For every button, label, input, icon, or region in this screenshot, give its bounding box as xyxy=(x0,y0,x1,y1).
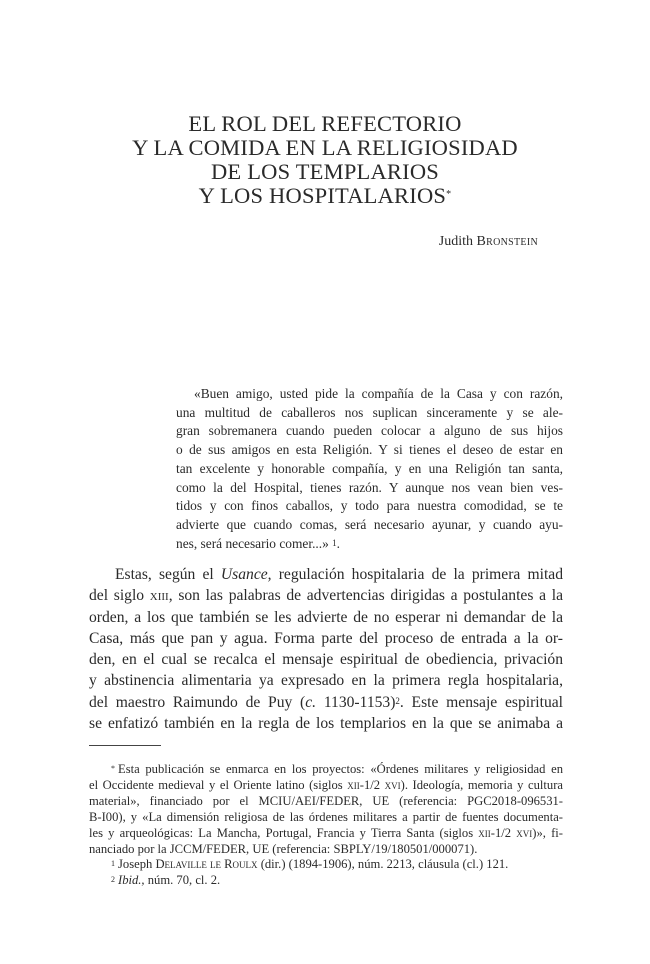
quote-end-punct: . xyxy=(336,535,341,551)
body-line: orden, a los que también se les advierte de no esperar ni demandar de la xyxy=(89,608,563,626)
body-text: Estas, según el xyxy=(115,566,221,583)
body-text: 1130-1153) xyxy=(316,693,396,711)
footnote-1 xyxy=(89,857,563,873)
quote-footnote-ref: 1 xyxy=(332,537,337,548)
footnote-star-line: nanciado por la JCCM/FEDER, UE (referencia: SBPLY/19/180501/000071). xyxy=(89,841,478,856)
footnote-text: )», fi- xyxy=(532,825,563,840)
body-paragraph xyxy=(89,564,563,734)
title-footnote-mark: * xyxy=(446,189,452,200)
century-numeral: xiii xyxy=(149,587,169,605)
circa-abbrev: c. xyxy=(305,693,317,711)
body-line: Casa, más que pan y agua. Forma parte del proceso de entrada a la or- xyxy=(89,629,563,647)
quote-line: «Buen amigo, usted pide la compañía de la Casa y con razón, xyxy=(194,386,563,401)
footnote-text: ). Ideología, memoria y cultura xyxy=(400,777,563,792)
century-numeral: xii-1/2 xvi xyxy=(347,777,401,792)
body-text: , son las palabras de advertencias dirigidas a postulantes a la xyxy=(168,587,563,605)
quote-line: tidos y con finos caballos, y todo para nuestra comodidad, se te xyxy=(176,498,563,514)
body-line: y abstinencia alimentaria ya expresado en la primera regla hospitalaria, xyxy=(89,672,563,690)
footnote-1-mark: 1 xyxy=(111,859,115,869)
body-footnote-ref: 2 xyxy=(395,695,400,706)
footnote-text: núm. 70, cl. 2. xyxy=(144,873,221,888)
body-text: del maestro Raimundo de Puy ( xyxy=(89,693,306,711)
title-line-1: EL ROL DEL REFECTORIO xyxy=(188,111,462,136)
quote-line: tan excelente y honorable compañía, y en una Religión tan santa, xyxy=(176,460,563,476)
footnote-star-line xyxy=(89,778,563,794)
title-line-4-text: Y LOS HOSPITALARIOS xyxy=(198,183,447,208)
cited-author: Delaville le Roulx xyxy=(155,857,258,872)
quote-line: advierte que cuando comas, será necesario ayunar, y cuando ayu- xyxy=(176,516,563,532)
footnote-star-line: material», financiado por el MCIU/AEI/FEDER, UE (referencia: PGC2018-096531- xyxy=(89,793,563,808)
footnote-separator xyxy=(89,745,161,746)
article-title xyxy=(60,112,590,208)
ibid-abbrev: Ibid., xyxy=(118,873,145,888)
footnote-text: Joseph xyxy=(118,857,156,872)
century-numeral: xii-1/2 xvi xyxy=(478,825,533,840)
body-text: . Este mensaje espiritual xyxy=(399,693,563,711)
title-line-4 xyxy=(60,184,590,208)
quote-line-last xyxy=(176,535,563,554)
footnote-star-line xyxy=(89,826,563,842)
body-text: del siglo xyxy=(89,587,150,605)
footnote-star-line: B-I00), y «La dimensión religiosa de las órdenes militares a partir de fuentes documenta- xyxy=(89,809,563,824)
body-line xyxy=(89,585,563,606)
usance-title: Usance, xyxy=(220,566,272,583)
author-name xyxy=(439,234,538,250)
body-line xyxy=(89,692,563,713)
epigraph-quote xyxy=(176,385,563,553)
title-line-3: DE LOS TEMPLARIOS xyxy=(210,159,439,184)
body-line: se enfatizó también en la regla de los templarios en la que se animaba a xyxy=(89,715,563,733)
footnote-text: les y arqueológicas: La Mancha, Portugal, Francia y Tierra Santa (siglos xyxy=(89,825,479,840)
footnote-2-mark: 2 xyxy=(111,875,115,885)
quote-line: como la del Hospital, tienes razón. Y aunque nos vean bien ves- xyxy=(176,479,563,495)
author-first-name: Judith xyxy=(438,234,474,249)
quote-line-text: nes, será necesario comer...» xyxy=(176,535,333,551)
quote-line: gran sobremanera cuando pueden colocar a alguno de sus hijos xyxy=(176,423,563,439)
quote-line: o de sus amigos en esta Religión. Y si tienes el deseo de estar en xyxy=(176,442,563,458)
footnote-2 xyxy=(89,873,563,889)
footnotes xyxy=(89,762,563,889)
body-text: regulación hospitalaria de la primera mitad xyxy=(271,566,563,583)
quote-line: una multitud de caballeros nos suplican sinceramente y se ale- xyxy=(176,404,563,420)
footnote-star-line xyxy=(89,762,563,778)
author-last-name: Bronstein xyxy=(476,234,538,249)
footnote-text: el Occidente medieval y el Oriente latino (siglos xyxy=(89,777,348,792)
footnote-text: (dir.) (1894-1906), núm. 2213, cláusula (cl.) 121. xyxy=(257,857,509,872)
footnote-star-mark: * xyxy=(111,764,115,773)
body-line: den, en el cual se recalca el mensaje espiritual de obediencia, privación xyxy=(89,651,563,669)
body-line xyxy=(89,564,563,585)
footnote-text: Esta publicación se enmarca en los proyectos: «Órdenes militares y religiosidad en xyxy=(118,762,563,776)
title-line-2: Y LA COMIDA EN LA RELIGIOSIDAD xyxy=(132,135,518,160)
